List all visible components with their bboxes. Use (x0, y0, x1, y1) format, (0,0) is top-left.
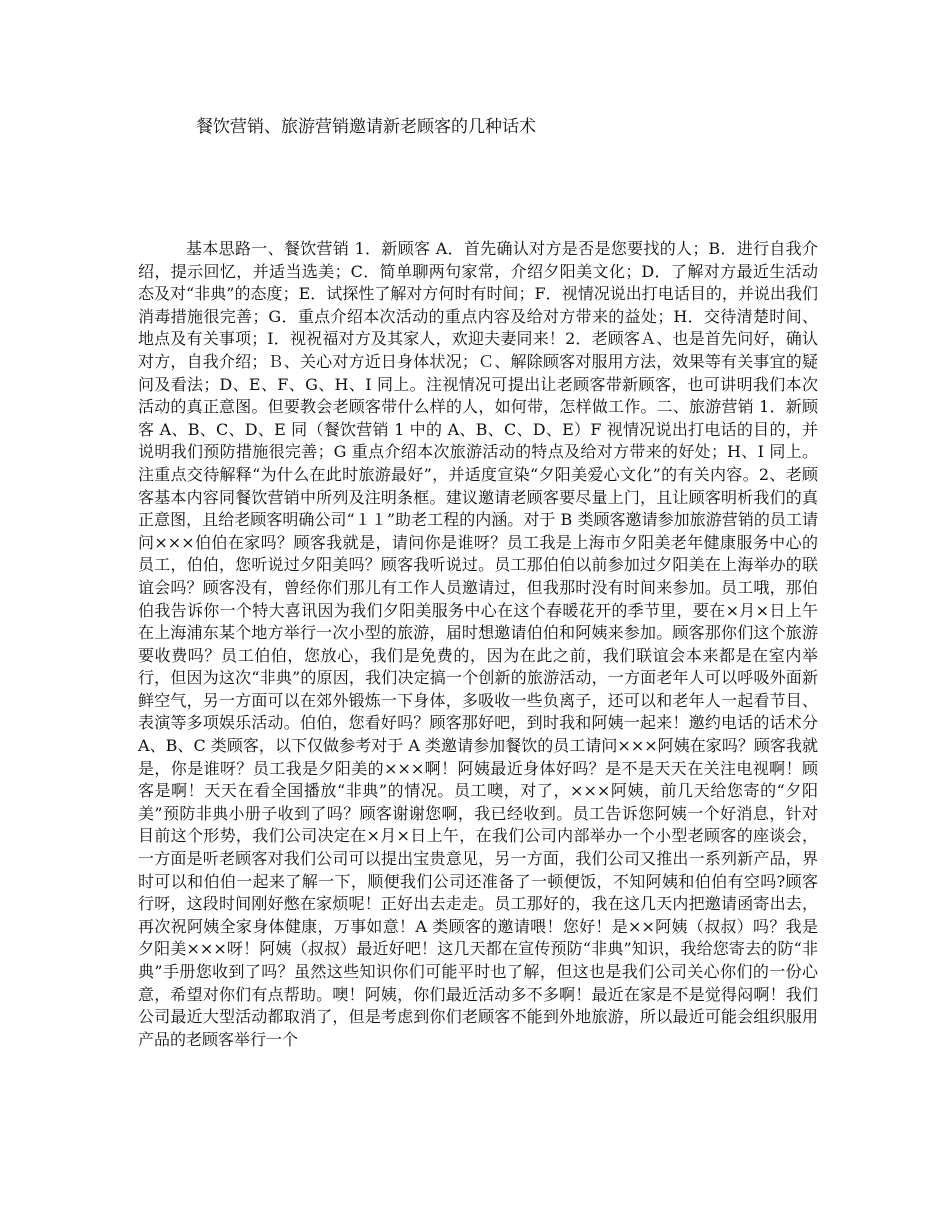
document-title: 餐饮营销、旅游营销邀请新老顾客的几种话术 (196, 117, 536, 137)
document-body-paragraph: 基本思路一、餐饮营销 1．新顾客 A．首先确认对方是否是您要找的人；B．进行自我介绍，提示回忆，并适当选美；C．简单聊两句家常，介绍夕阳美文化；D．了解对方最近生活动态及对“非典”的态度；E．试探性了解对方何时有时间；F．视情况说出打电话目的，并说出我们消毒措施很完善；G．重点介绍本次活动的重点内容及给对方带来的益处；H．交待清楚时间、地点及有关事项；I．视祝福对方及其家人，欢迎夫妻同来！2．老顾客Ａ、也是首先问好，确认对方，自我介绍；Ｂ、关心对方近日身体状况；Ｃ、解除顾客对服用方法，效果等有关事宜的疑问及看法；D、E、F、G、H、I 同上。注视情况可提出让老顾客带新顾客，也可讲明我们本次活动的真正意图。但要教会老顾客带什么样的人，如何带，怎样做工作。二、旅游营销 1．新顾客 A、B、C、D、E 同（餐饮营销 1 中的 A、B、C、D、E）F 视情况说出打电话的目的，并说明我们预防措施很完善；G 重点介绍本次旅游活动的特点及给对方带来的好处；H、I 同上。注重点交待解释“为什么在此时旅游最好”，并适度宣染“夕阳美爱心文化”的有关内容。2、老顾客基本内容同餐饮营销中所列及注明条框。建议邀请老顾客要尽量上门，且让顾客明析我们的真正意图，且给老顾客明确公司“１１”助老工程的内涵。对于 B 类顾客邀请参加旅游营销的员工请问×××伯伯在家吗？顾客我就是，请问你是谁呀？员工我是上海市夕阳美老年健康服务中心的员工，伯伯，您听说过夕阳美吗？顾客我听说过。员工那伯伯以前参加过夕阳美在上海举办的联谊会吗？顾客没有，曾经你们那儿有工作人员邀请过，但我那时没有时间来参加。员工哦，那伯伯我告诉你一个特大喜讯因为我们夕阳美服务中心在这个春暖花开的季节里，要在×月×日上午在上海浦东某个地方举行一次小型的旅游，届时想邀请伯伯和阿姨来参加。顾客那你们这个旅游要收费吗？员工伯伯，您放心，我们是免费的，因为在此之前，我们联谊会本来都是在室内举行，但因为这次“非典”的原因，我们决定搞一个创新的旅游活动，一方面老年人可以呼吸外面新鲜空气，另一方面可以在郊外锻炼一下身体，多吸收一些负离子，还可以和老年人一起看节目、表演等多项娱乐活动。伯伯，您看好吗？顾客那好吧，到时我和阿姨一起来！邀约电话的话术分 A、B、C 类顾客，以下仅做参考对于 A 类邀请参加餐饮的员工请问×××阿姨在家吗？顾客我就是，你是谁呀？员工我是夕阳美的×××啊！阿姨最近身体好吗？是不是天天在关注电视啊！顾客是啊！天天在看全国播放“非典”的情况。员工噢，对了，×××阿姨，前几天给您寄的“夕阳美”预防非典小册子收到了吗？顾客谢谢您啊，我已经收到。员工告诉您阿姨一个好消息，针对目前这个形势，我们公司决定在×月×日上午，在我们公司内部举办一个小型老顾客的座谈会，一方面是听老顾客对我们公司可以提出宝贵意见，另一方面，我们公司又推出一系列新产品，界时可以和伯伯一起来了解一下，顺便我们公司还准备了一顿便饭，不知阿姨和伯伯有空吗?顾客行呀，这段时间刚好憋在家烦呢！正好出去走走。员工那好的，我在这几天内把邀请函寄出去，再次祝阿姨全家身体健康，万事如意！A 类顾客的邀请喂！您好！是××阿姨（叔叔）吗？我是夕阳美×××呀！阿姨（叔叔）最近好吧！这几天都在宣传预防“非典”知识，我给您寄去的防“非典”手册您收到了吗？虽然这些知识你们可能平时也了解，但这也是我们公司关心你们的一份心意，希望对你们有点帮助。噢！阿姨，你们最近活动多不多啊！最近在家是不是觉得闷啊！我们公司最近大型活动都取消了，但是考虑到你们老顾客不能到外地旅游，所以最近可能会组织服用产品的老顾客举行一个 (138, 239, 818, 1049)
